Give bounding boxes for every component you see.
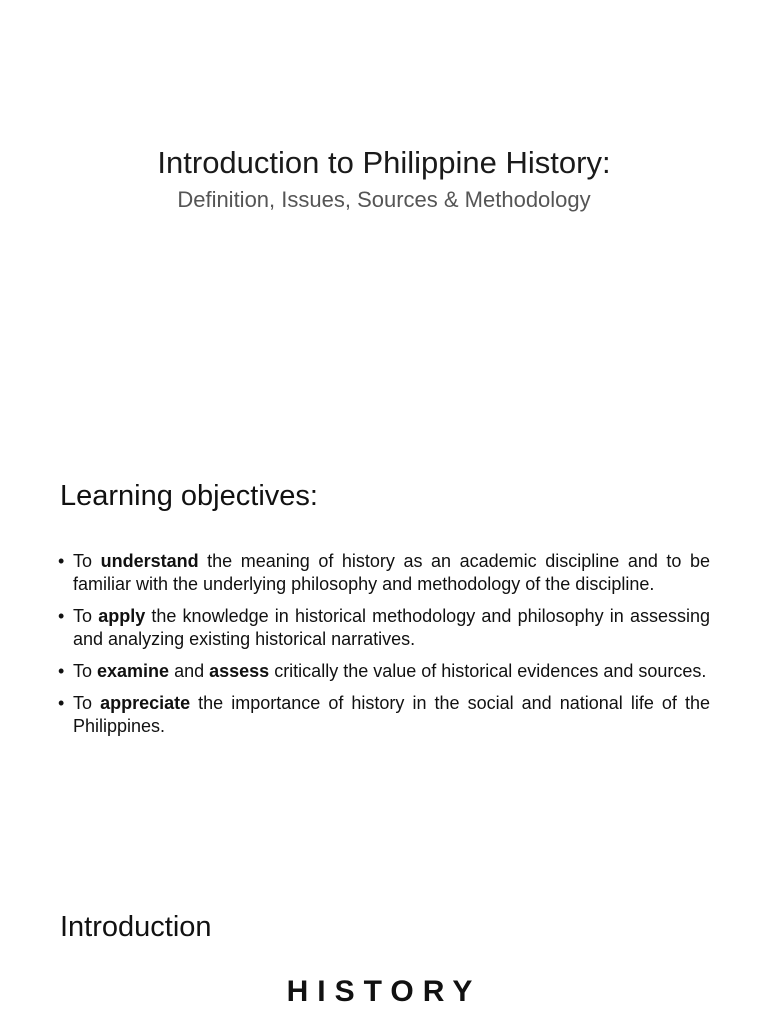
page-subtitle: Definition, Issues, Sources & Methodology (177, 187, 591, 212)
objective-lead: To (73, 661, 98, 681)
objective-text: the meaning of history as an academic discipline and to be familiar with the underlying philosophy and methodology of the discipline. (73, 551, 711, 594)
objective-text: critically the value of historical evidences and sources. (269, 661, 707, 681)
objective-item-apply (58, 605, 710, 651)
title-slide (0, 0, 768, 420)
objective-keyword: apply (98, 606, 146, 626)
objectives-list (58, 550, 710, 747)
objective-text: the knowledge in historical methodology and philosophy in assessing and analyzing existing historical narratives. (73, 606, 711, 649)
bullet-icon: • (58, 551, 65, 571)
history-word: HISTORY (286, 975, 482, 1008)
objectives-heading: Learning objectives: (60, 480, 318, 512)
objective-item-understand (58, 550, 710, 596)
introduction-heading: Introduction (60, 911, 212, 943)
objective-keyword: understand (100, 551, 199, 571)
objective-text: the importance of history in the social and national life of the Philippines. (73, 693, 710, 736)
objective-keyword-2: assess (209, 661, 270, 681)
objective-keyword: appreciate (100, 693, 191, 713)
objective-item-appreciate (58, 692, 710, 738)
bullet-icon: • (58, 606, 65, 626)
objective-keyword: examine (97, 661, 170, 681)
objective-connector: and (169, 661, 210, 681)
bullet-icon: • (58, 693, 65, 713)
objective-lead: To (73, 606, 99, 626)
page-title: Introduction to Philippine History: (157, 145, 611, 180)
objective-item-examine (58, 660, 710, 683)
objective-lead: To (73, 693, 101, 713)
objective-lead: To (73, 551, 101, 571)
bullet-icon: • (58, 661, 65, 681)
